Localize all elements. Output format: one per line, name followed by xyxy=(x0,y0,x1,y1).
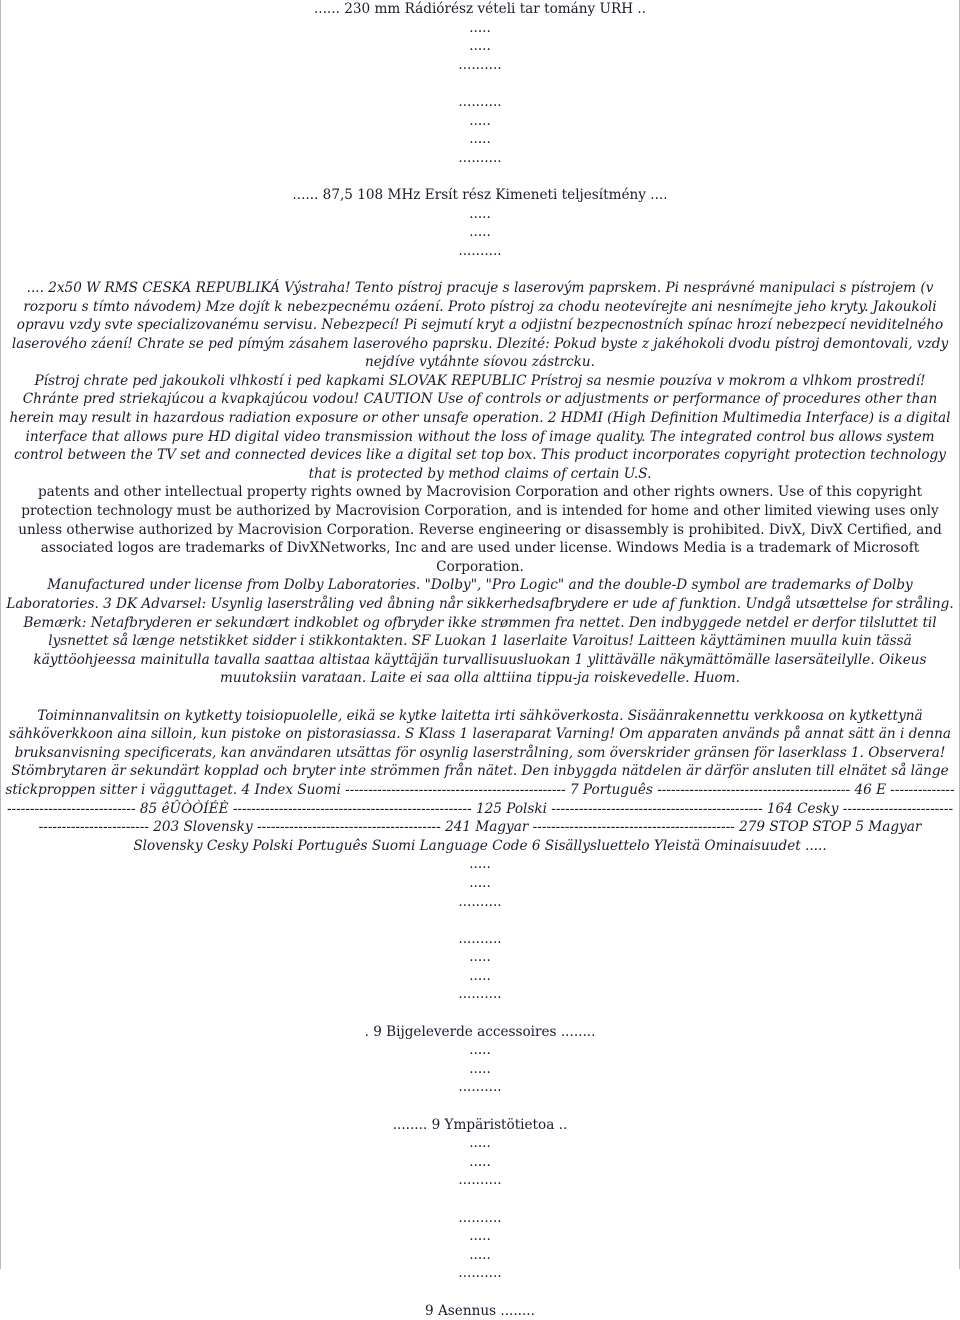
toc-leader: .......... xyxy=(458,1265,502,1282)
toc-leader: .......... xyxy=(458,1172,502,1189)
toc-leader: .......... xyxy=(458,1209,502,1226)
toc-leader: .......... xyxy=(458,93,502,110)
toc-leader: ..... xyxy=(469,967,491,984)
toc-leader: .......... xyxy=(458,930,502,947)
toc-entry: . 9 Bijgeleverde accessoires ........ xyxy=(364,1023,596,1040)
toc-leader: .......... xyxy=(458,56,502,73)
toc-leader: .......... xyxy=(458,986,502,1003)
toc-leader: ..... xyxy=(469,1228,491,1245)
toc-leader: .......... xyxy=(458,893,502,910)
toc-leader: ..... xyxy=(469,1060,491,1077)
toc-leader: ..... xyxy=(469,224,491,241)
toc-leader: ..... xyxy=(469,19,491,36)
toc-entry: ...... 230 mm Rádiórész vételi tar tomány URH .. xyxy=(313,1,647,17)
toc-leader: ..... xyxy=(469,1135,491,1152)
toc-leader: .......... xyxy=(458,1079,502,1096)
toc-leader: ..... xyxy=(469,131,491,148)
paragraph-dolby-dk-sf: Manufactured under license from Dolby Laboratories. "Dolby", "Pro Logic" and the double-D symbol are trademarks of Dolby Laboratories. 3 DK Advarsel: Usynlig laserstråling ved åbning når sikkerhedsafbrydere er ude af funktion. Undgå utsættelse for stråling. Bemærk: Netafbryderen er sekundært indkoblet og ofbryder ikke strømmen fra nettet. Den indbyggede netdel er derfor tilsluttet til lysnettet så længe netstikket sidder i stikkontakten. SF Luokan 1 laserlaite Varoitus! Laitteen käyttäminen muulla kuin tässä käyttöohjeessa mainitulla tavalla saattaa altistaa käyttäjän turvallisuusluokan 1 ylittävälle näkymättömälle lasersäteilylle. Oikeus muutoksiin varataan. Laite ei saa olla alttiina tippu-ja roiskevedelle. Huom. xyxy=(6,577,954,687)
toc-entry: 9 Asennus ........ xyxy=(425,1302,535,1319)
toc-leader: ..... xyxy=(469,1042,491,1059)
paragraph-sf-s-index: Toiminnanvalitsin on kytketty toisiopuolelle, eikä se kytke laitetta irti sähköverkosta. Sisäänrakennettu verkkoosa on kytkettynä sähköverkkoon aina silloin, kun pistoke on pistorasiassa. S Klass 1 laseraparat Varning! Om apparaten används på annat sätt än i denna bruksanvisning specificerats, kan användaren utsättas för osynlig laserstrålning, som överskrider gränsen för laserklass 1. Observera! Stömbrytaren är sekundärt kopplad och bryter inte strömmen från nätet. Den inbyggda nätdelen är därför ansluten till elnätet så länge stickproppen sitter i vägguttaget. 4 Index Suomi ------------------------------------------------ 7 Português ------------------------------------------ 46 E ------------------------------------------ 85 êÛÒÒÍÉÈ ---------------------------------------------------- 125 Polski ---------------------------------------------- 164 Cesky ------------------------------------------------ 203 Slovensky ---------------------------------------- 241 Magyar -------------------------------------------- 279 STOP STOP 5 Magyar Slovensky Cesky Polski Português Suomi Language Code 6 Sisällysluettelo Yleistä Ominaisuudet ..... xyxy=(5,707,955,854)
paragraph-cz-warning: .... 2x50 W RMS CESKA REPUBLIKÁ Výstraha! Tento pístroj pracuje s laserovým paprskem. Pi nesprávné manipulaci s pístrojem (v rozporu s tímto návodem) Mze dojít k nebezpecnému ozáení. Proto pístroj za chodu neotevírejte ani nesnímejte jeho kryty. Jakoukoli opravu vzdy svte specializovanému servisu. Nebezpecí! Pi sejmutí kryt a odjistní bezpecnostních spínac hrozí nebezpecí neviditelného laserového záení! Chrate se ped pímým zásahem laserového paprsku. Dlezité: Pokud byste z jakéhokoli dvodu pístroj demontovali, vzdy nejdíve vytáhnte síovou zástrcku. xyxy=(11,279,949,371)
toc-entry: ........ 9 Ympäristötietoa .. xyxy=(392,1116,568,1133)
toc-leader: .......... xyxy=(458,242,502,259)
toc-leader: ..... xyxy=(469,112,491,129)
toc-leader: ..... xyxy=(469,1246,491,1263)
toc-leader: .......... xyxy=(458,149,502,166)
toc-leader: ..... xyxy=(469,205,491,222)
document-body xyxy=(5,0,955,1319)
toc-leader: ..... xyxy=(469,38,491,55)
paragraph-sk-caution: Pístroj chrate ped jakoukoli vlhkostí i ped kapkami SLOVAK REPUBLIC Prístroj sa nesmie pouzíva v mokrom a vlhkom prostredí! Chránte pred striekajúcou a kvapkajúcou vodou! CAUTION Use of controls or adjustments or performance of procedures other than herein may result in hazardous radiation exposure or other unsafe operation. 2 HDMI (High Definition Multimedia Interface) is a digital interface that allows pure HD digital video transmission without the loss of image quality. The integrated control bus allows system control between the TV set and connected devices like a digital set top box. This product incorporates copyright protection technology that is protected by method claims of certain U.S. xyxy=(9,372,951,482)
toc-leader: ..... xyxy=(469,874,491,891)
paragraph-macrovision: patents and other intellectual property rights owned by Macrovision Corporation and other rights owners. Use of this copyright protection technology must be authorized by Macrovision Corporation, and is intended for home and other limited viewing uses only unless otherwise authorized by Macrovision Corporation. Reverse engineering or disassembly is prohibited. DivX, DivX Certified, and associated logos are trademarks of DivXNetworks, Inc and are used under license. Windows Media is a trademark of Microsoft Corporation. xyxy=(18,484,942,575)
toc-leader: ..... xyxy=(469,856,491,873)
toc-leader: ..... xyxy=(469,1153,491,1170)
toc-leader: ..... xyxy=(469,949,491,966)
toc-entry: ...... 87,5 108 MHz Ersít rész Kimeneti teljesítmény .... xyxy=(292,186,668,203)
